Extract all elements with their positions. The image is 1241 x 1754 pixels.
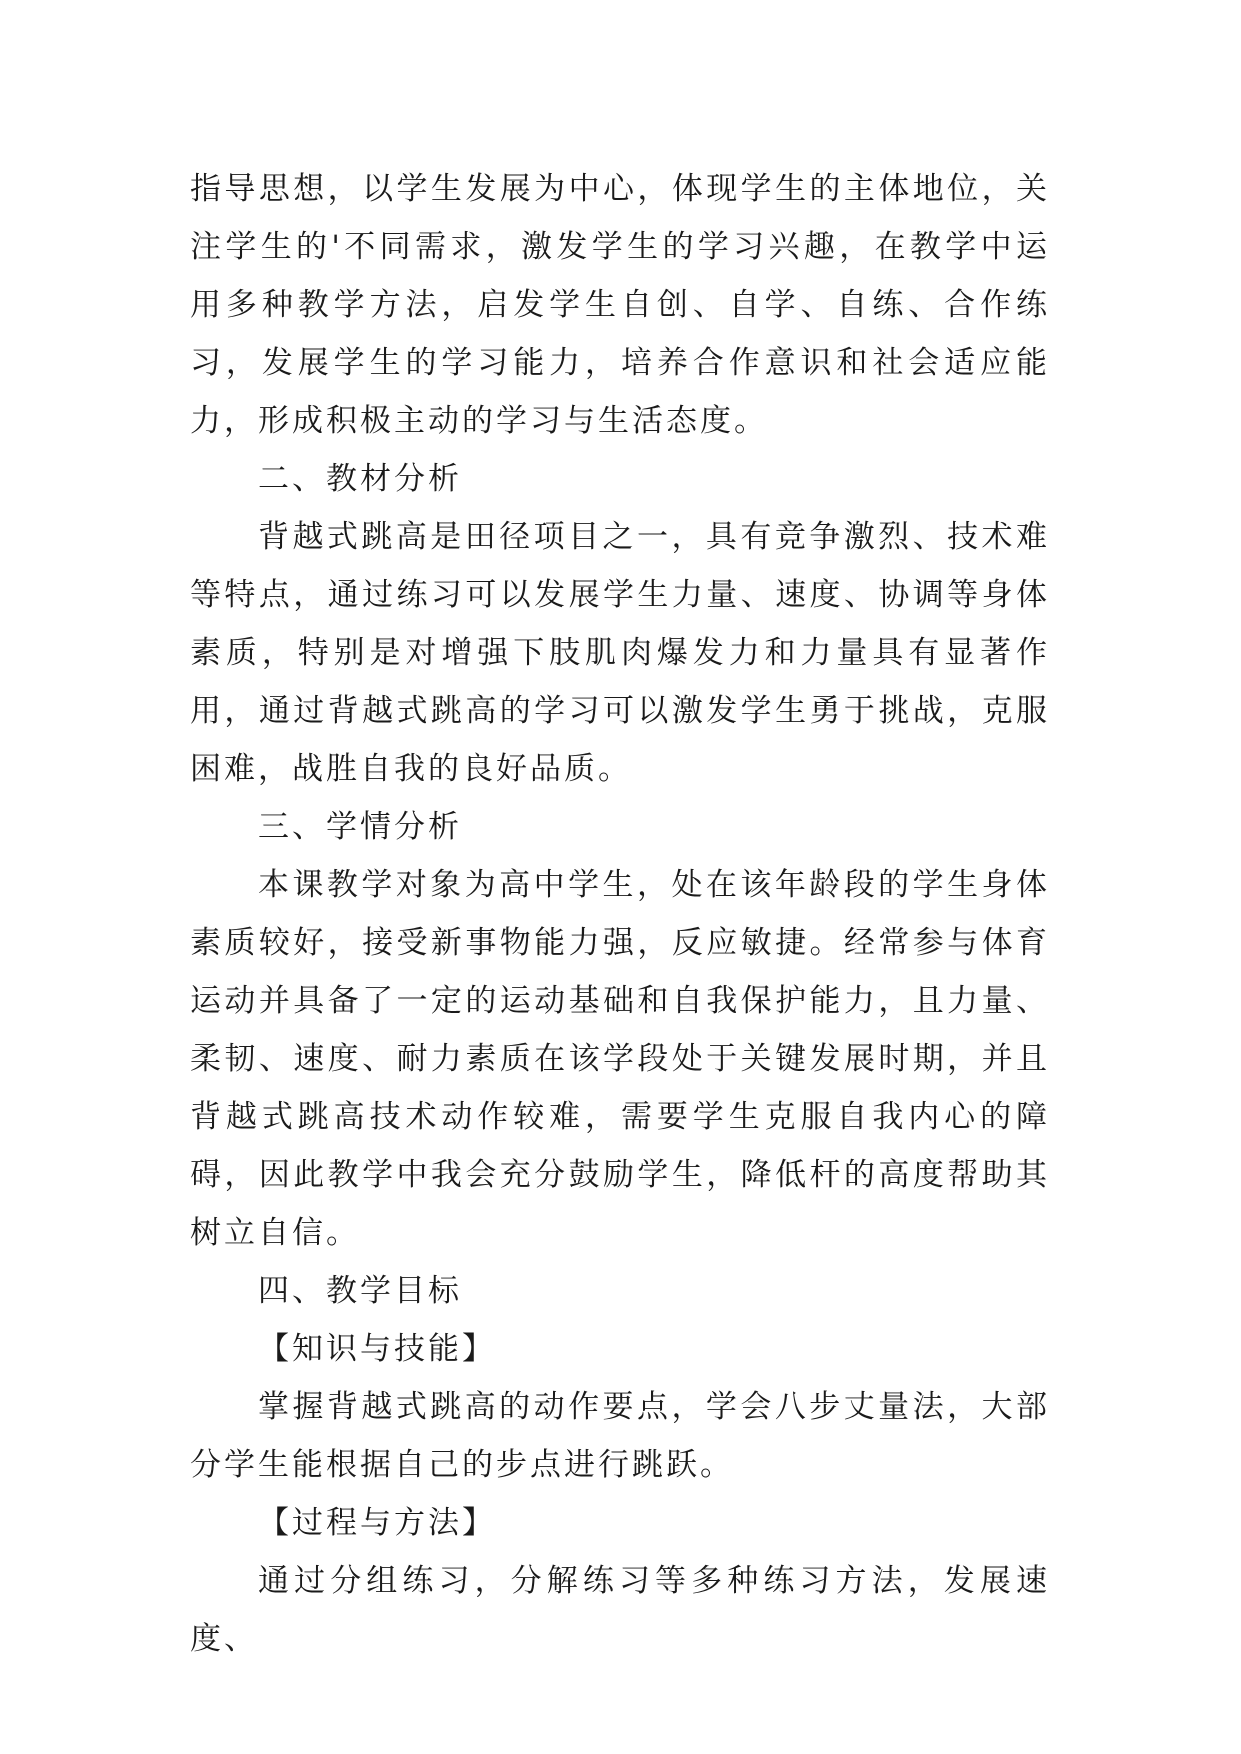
paragraph-guiding-thought: 指导思想，以学生发展为中心，体现学生的主体地位，关注学生的'不同需求，激发学生的学习兴趣，在教学中运用多种教学方法，启发学生自创、自学、自练、合作练习，发展学生的学习能力，培养合作意识和社会适应能力，形成积极主动的学习与生活态度。 xyxy=(190,171,1050,439)
paragraph-knowledge-skills: 掌握背越式跳高的动作要点，学会八步丈量法，大部分学生能根据自己的步点进行跳跃。 xyxy=(190,1389,1050,1483)
section-heading-textbook-analysis: 二、教材分析 xyxy=(258,461,462,497)
section-heading-teaching-objectives: 四、教学目标 xyxy=(258,1273,462,1309)
document-body xyxy=(190,160,1050,1668)
subheading-knowledge-skills: 【知识与技能】 xyxy=(258,1331,496,1367)
paragraph-textbook-analysis: 背越式跳高是田径项目之一，具有竞争激烈、技术难等特点，通过练习可以发展学生力量、速度、协调等身体素质，特别是对增强下肢肌肉爆发力和力量具有显著作用，通过背越式跳高的学习可以激发学生勇于挑战，克服困难，战胜自我的良好品质。 xyxy=(190,519,1050,787)
paragraph-student-analysis: 本课教学对象为高中学生，处在该年龄段的学生身体素质较好，接受新事物能力强，反应敏捷。经常参与体育运动并具备了一定的运动基础和自我保护能力，且力量、柔韧、速度、耐力素质在该学段处于关键发展时期，并且背越式跳高技术动作较难，需要学生克服自我内心的障碍，因此教学中我会充分鼓励学生，降低杆的高度帮助其树立自信。 xyxy=(190,867,1050,1251)
section-heading-student-analysis: 三、学情分析 xyxy=(258,809,462,845)
subheading-process-methods: 【过程与方法】 xyxy=(258,1505,496,1541)
paragraph-process-methods: 通过分组练习，分解练习等多种练习方法，发展速度、 xyxy=(190,1563,1050,1657)
